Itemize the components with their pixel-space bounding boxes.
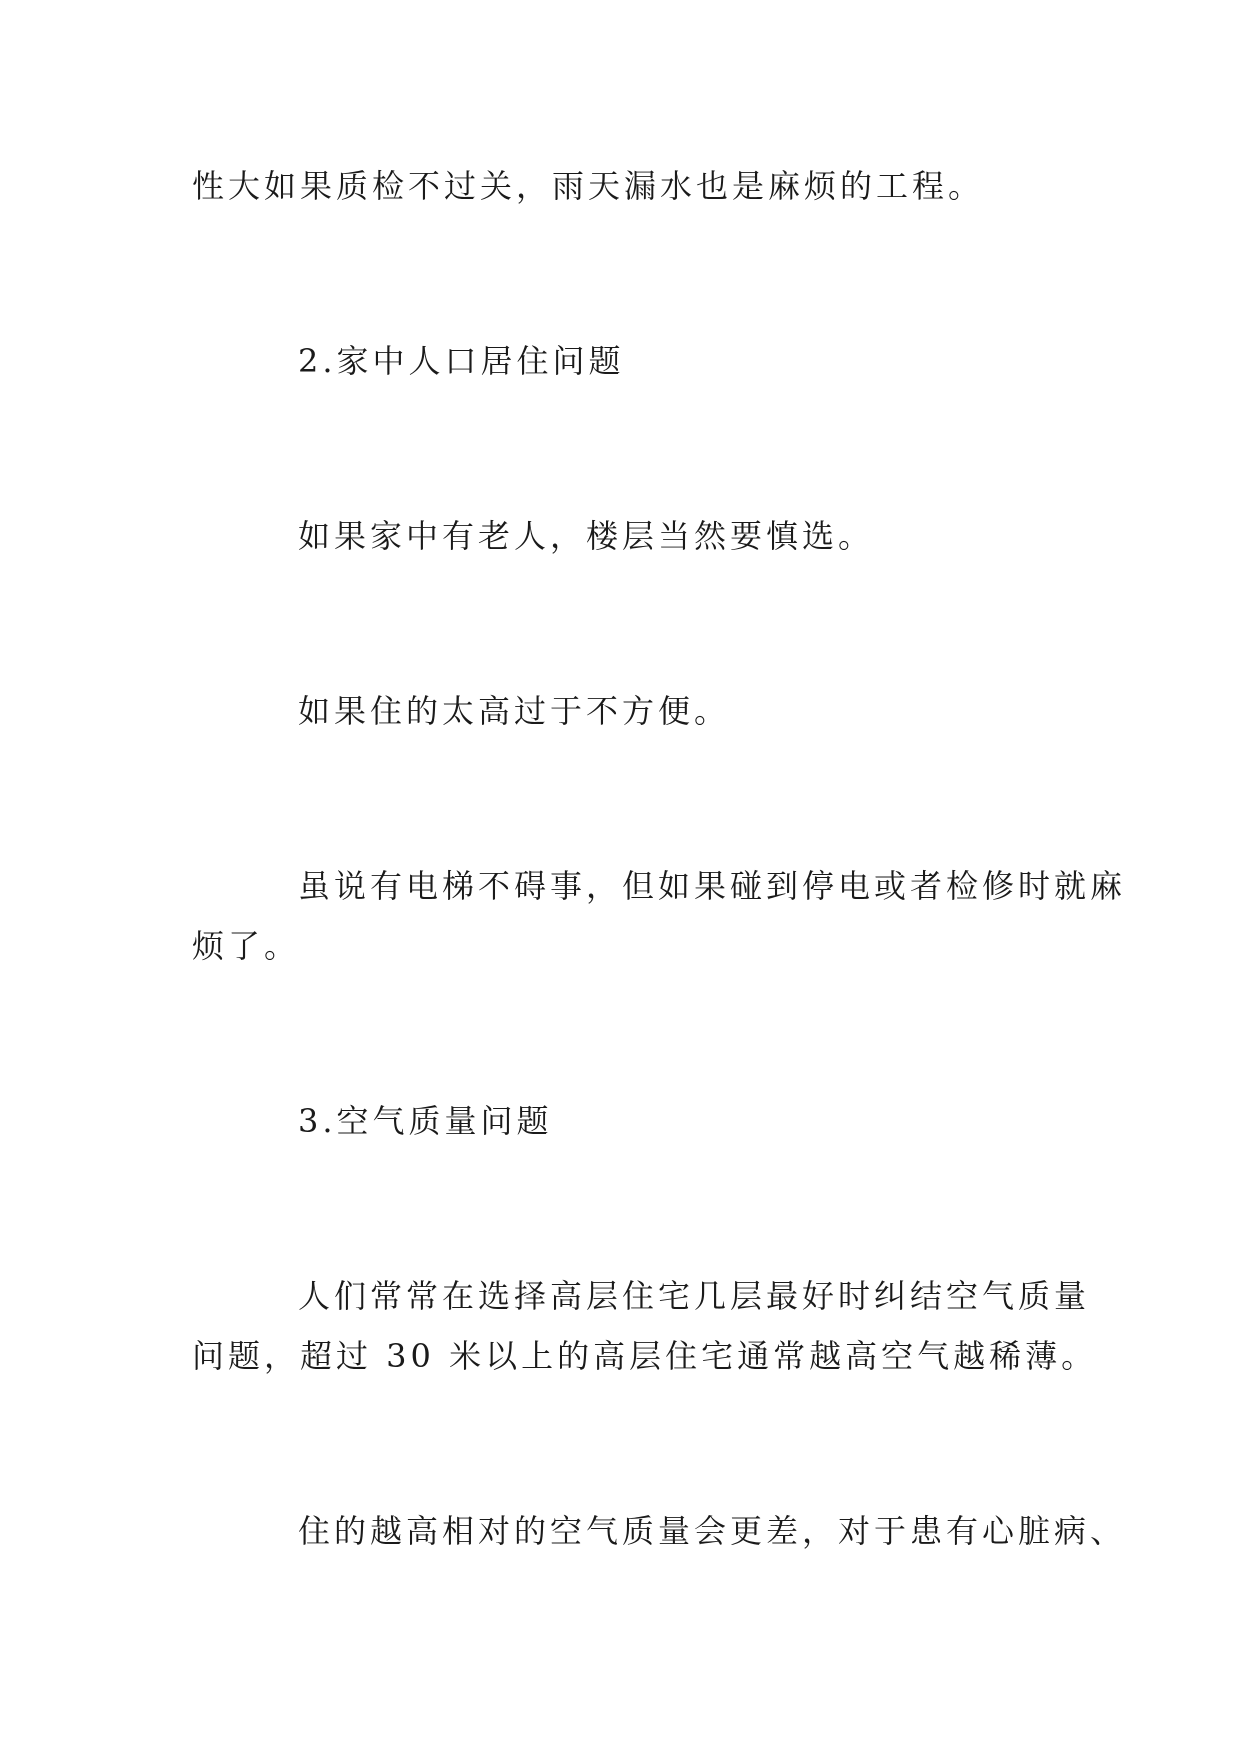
paragraph-line: 如果住的太高过于不方便。	[298, 692, 731, 730]
section-heading-3: 3.空气质量问题	[298, 1102, 553, 1140]
paragraph-continuation-line: 性大如果质检不过关，雨天漏水也是麻烦的工程。	[192, 167, 985, 205]
section-heading-2: 2.家中人口居住问题	[298, 342, 625, 380]
paragraph-continuation-line: 问题，超过 30 米以上的高层住宅通常越高空气越稀薄。	[192, 1337, 1098, 1375]
paragraph-line: 虽说有电梯不碍事，但如果碰到停电或者检修时就麻	[298, 867, 1127, 905]
paragraph-line: 住的越高相对的空气质量会更差，对于患有心脏病、	[298, 1512, 1127, 1550]
paragraph-line: 如果家中有老人，楼层当然要慎选。	[298, 517, 875, 555]
paragraph-line: 人们常常在选择高层住宅几层最好时纠结空气质量	[298, 1277, 1091, 1315]
paragraph-continuation-line: 烦了。	[192, 927, 301, 965]
